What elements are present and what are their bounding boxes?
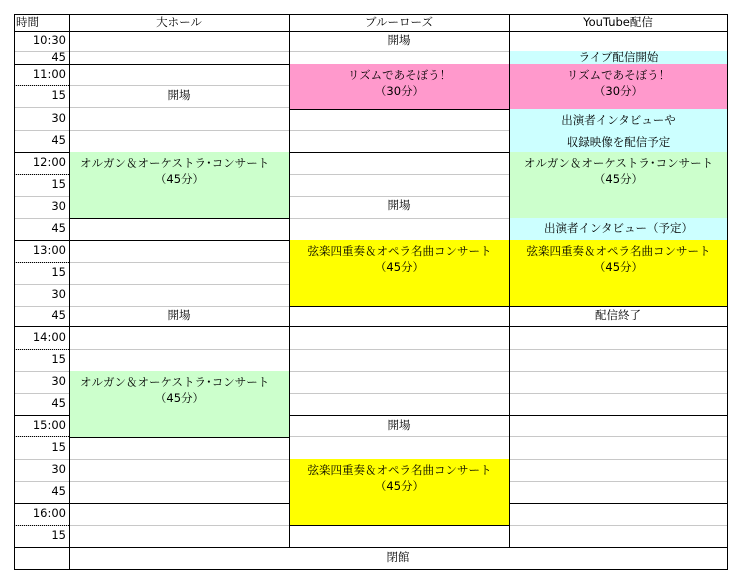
time-label: 15 xyxy=(51,528,66,543)
time-label: 10:30 xyxy=(32,33,66,48)
time-label: 15 xyxy=(51,439,66,454)
time-label: 30 xyxy=(51,287,66,302)
header-blue-rose: ブルーローズ xyxy=(365,14,433,29)
youtube-rhythm-duration: （30分） xyxy=(593,84,644,98)
hall-open-1: 開場 xyxy=(167,88,191,103)
time-label: 15 xyxy=(51,352,66,367)
time-label: 13:00 xyxy=(32,243,66,258)
time-label: 45 xyxy=(51,133,66,148)
time-label: 14:00 xyxy=(32,329,66,344)
time-label: 15:00 xyxy=(32,417,66,432)
youtube-organ-concert xyxy=(510,152,727,218)
time-label: 15 xyxy=(51,177,66,192)
rose-string-1-duration: （45分） xyxy=(374,260,425,274)
time-label: 15 xyxy=(51,88,66,103)
rose-open-3: 開場 xyxy=(387,417,411,432)
youtube-string-title: 弦楽四重奏＆オペラ名曲コンサート xyxy=(526,244,711,258)
hall-organ-concert-1 xyxy=(70,152,289,218)
grid-row-line xyxy=(69,525,727,526)
hall-organ-1-duration: （45分） xyxy=(154,172,205,186)
rose-string-2-duration: （45分） xyxy=(374,479,425,493)
time-label: 16:00 xyxy=(32,506,66,521)
time-label: 12:00 xyxy=(32,155,66,170)
rose-rhythm-duration: （30分） xyxy=(374,84,425,98)
youtube-interview-line2: 収録映像を配信予定 xyxy=(566,134,671,149)
rose-rhythm-event xyxy=(290,64,509,109)
youtube-live-start: ライブ配信開始 xyxy=(510,51,727,64)
time-label: 45 xyxy=(51,221,66,236)
youtube-interview-2: 出演者インタビュー（予定） xyxy=(510,218,727,240)
border-bottom xyxy=(14,569,728,570)
youtube-organ-title: オルガン＆オーケストラ･コンサート xyxy=(523,156,714,170)
time-label: 30 xyxy=(51,110,66,125)
youtube-end: 配信終了 xyxy=(595,308,641,323)
hall-open-2: 開場 xyxy=(167,308,191,323)
youtube-rhythm-event xyxy=(510,64,727,109)
header-main-hall: 大ホール xyxy=(156,14,202,29)
hall-organ-2-title: オルガン＆オーケストラ･コンサート xyxy=(80,375,270,389)
youtube-organ-duration: （45分） xyxy=(593,172,644,186)
youtube-string-concert xyxy=(510,240,727,306)
time-label: 45 xyxy=(51,396,66,411)
time-label: 30 xyxy=(51,374,66,389)
youtube-rhythm-title: リズムであそぼう！ xyxy=(566,68,671,82)
time-label: 15 xyxy=(51,265,66,280)
time-label: 45 xyxy=(51,308,66,323)
border-right xyxy=(727,14,728,570)
grid-row-line xyxy=(69,349,727,350)
time-label: 30 xyxy=(51,199,66,214)
time-label: 45 xyxy=(51,49,66,64)
youtube-interview-line1: 出演者インタビューや xyxy=(561,112,676,127)
hour-line xyxy=(14,326,727,327)
youtube-interview-block xyxy=(510,109,727,152)
closing-label: 閉館 xyxy=(386,550,410,565)
rose-open-2: 開場 xyxy=(387,198,411,213)
rose-string-concert-1 xyxy=(290,240,509,306)
time-label: 30 xyxy=(51,462,66,477)
rose-open-1: 開場 xyxy=(387,33,411,48)
rose-string-concert-2 xyxy=(290,459,509,525)
time-label: 11:00 xyxy=(32,66,66,81)
hall-organ-concert-2 xyxy=(70,371,289,437)
header-youtube: YouTube配信 xyxy=(583,14,653,29)
hall-organ-1-title: オルガン＆オーケストラ･コンサート xyxy=(80,156,270,170)
youtube-string-duration: （45分） xyxy=(593,260,644,274)
hall-organ-2-duration: （45分） xyxy=(154,391,205,405)
rose-string-2-title: 弦楽四重奏＆オペラ名曲コンサート xyxy=(307,463,492,477)
time-label: 45 xyxy=(51,484,66,499)
header-time: 時間 xyxy=(16,14,39,29)
rose-rhythm-title: リズムであそぼう！ xyxy=(347,68,452,82)
rose-string-1-title: 弦楽四重奏＆オペラ名曲コンサート xyxy=(307,244,492,258)
